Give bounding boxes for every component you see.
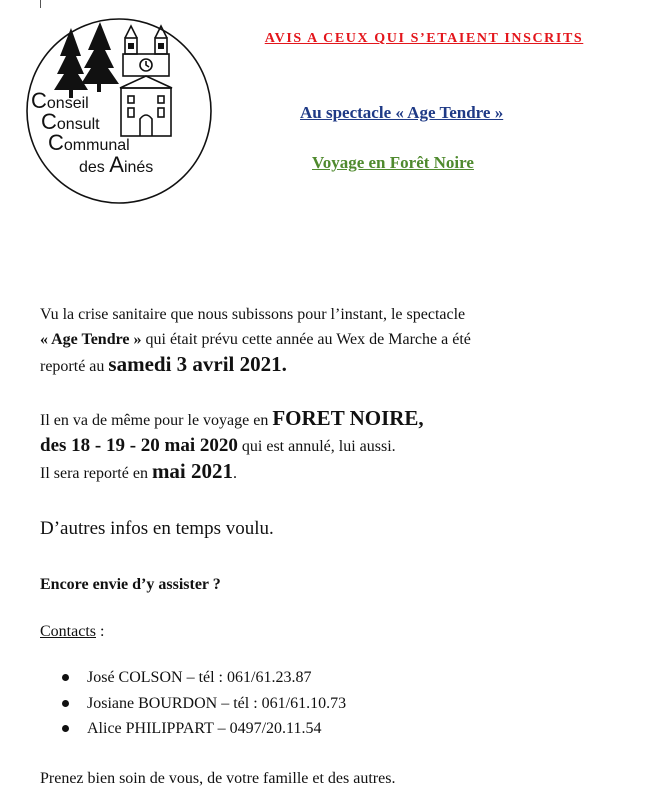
contacts-heading: Contacts : [40,623,105,640]
logo-line-conseil: Conseil [31,88,89,113]
council-logo [24,16,214,206]
paragraph-show: Vu la crise sanitaire que nous subissons pour l’instant, le spectacle « Age Tendre » qui était prévu cette année au Wex de Marche a été reporté au samedi 3 avril 2021. [40,306,471,376]
contact-list [40,665,346,742]
bullet-icon [62,674,69,681]
logo-line-communal: Communal [48,130,130,155]
show-subheading: Au spectacle « Age Tendre » [300,103,504,122]
list-item: Josiane BOURDON – tél : 061/61.10.73 [40,691,346,717]
paragraph-trip: Il en va de même pour le voyage en FORET NOIRE, des 18 - 19 - 20 mai 2020 qui est annulé, lui aussi. Il sera reporté en mai 2021. [40,406,424,483]
logo-line-aines: des Ainés [79,152,154,177]
bullet-icon [62,725,69,732]
logo-line-consult: Consult [41,109,100,134]
paragraph-more-info: D’autres infos en temps voulu. [40,518,274,539]
notice-heading: AVIS A CEUX QUI S’ETAIENT INSCRITS [264,31,584,46]
bullet-icon [62,700,69,707]
trip-subheading: Voyage en Forêt Noire [312,153,474,172]
closing-paragraph: Prenez bien soin de vous, de votre famille et des autres. [40,770,396,787]
list-item: Alice PHILIPPART – 0497/20.11.54 [40,716,346,742]
paragraph-question: Encore envie d’y assister ? [40,576,221,593]
margin-mark [40,0,41,8]
list-item: José COLSON – tél : 061/61.23.87 [40,665,346,691]
